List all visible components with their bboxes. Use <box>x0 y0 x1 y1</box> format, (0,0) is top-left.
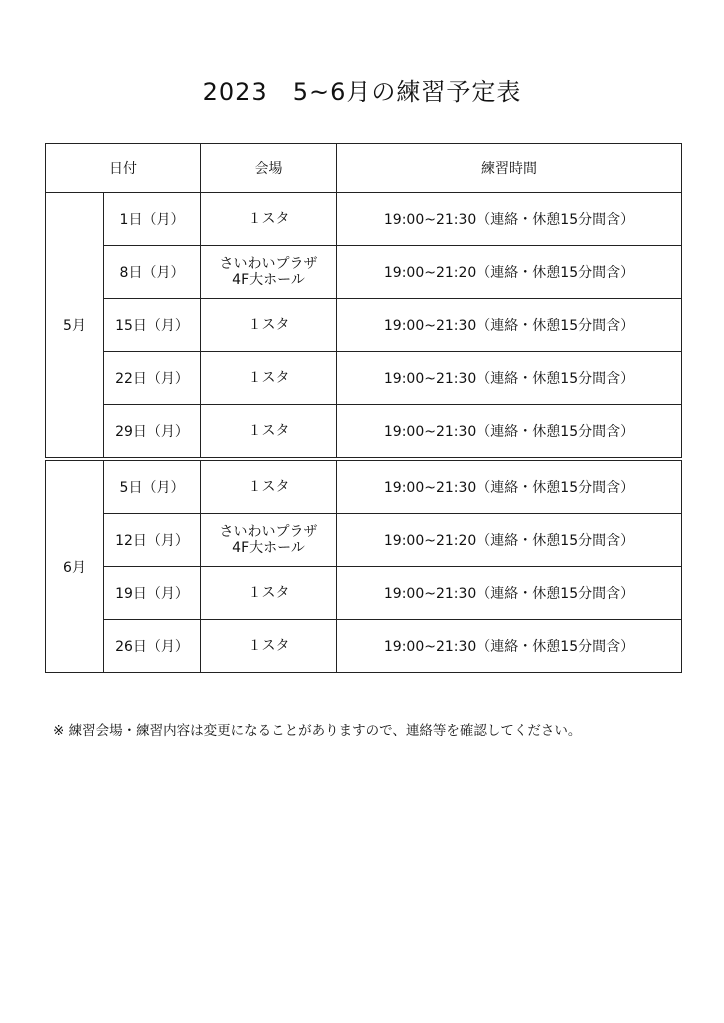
table-row <box>46 459 682 514</box>
venue-line: 4F大ホール <box>232 540 305 556</box>
schedule-table <box>45 143 682 673</box>
schedule-body <box>46 193 682 673</box>
venue-cell <box>201 620 337 673</box>
time-cell: 19:00~21:30（連絡・休憩15分間含） <box>337 352 682 405</box>
header-date: 日付 <box>46 144 201 193</box>
venue-cell <box>201 567 337 620</box>
venue-cell <box>201 405 337 460</box>
footnote: ※ 練習会場・練習内容は変更になることがありますので、連絡等を確認してください。 <box>53 723 582 739</box>
table-row <box>46 352 682 405</box>
venue-line: １スタ <box>247 638 290 654</box>
header-row <box>46 144 682 193</box>
table-row <box>46 567 682 620</box>
venue-line: 4F大ホール <box>232 272 305 288</box>
date-cell: 12日（月） <box>104 514 201 567</box>
date-cell: 1日（月） <box>104 193 201 246</box>
venue-line: １スタ <box>247 317 290 333</box>
date-cell: 22日（月） <box>104 352 201 405</box>
header-time: 練習時間 <box>337 144 682 193</box>
venue-line: さいわいプラザ <box>219 256 318 272</box>
header-venue: 会場 <box>201 144 337 193</box>
time-cell: 19:00~21:30（連絡・休憩15分間含） <box>337 459 682 514</box>
venue-line: １スタ <box>247 370 290 386</box>
date-cell: 26日（月） <box>104 620 201 673</box>
venue-cell <box>201 352 337 405</box>
date-cell: 8日（月） <box>104 246 201 299</box>
venue-cell <box>201 246 337 299</box>
month-label: 6月 <box>46 459 104 673</box>
date-cell: 15日（月） <box>104 299 201 352</box>
time-cell: 19:00~21:30（連絡・休憩15分間含） <box>337 405 682 460</box>
date-cell: 5日（月） <box>104 459 201 514</box>
time-cell: 19:00~21:20（連絡・休憩15分間含） <box>337 246 682 299</box>
table-row <box>46 246 682 299</box>
venue-line: １スタ <box>247 585 290 601</box>
time-cell: 19:00~21:20（連絡・休憩15分間含） <box>337 514 682 567</box>
venue-cell <box>201 459 337 514</box>
table-row <box>46 620 682 673</box>
table-row <box>46 405 682 460</box>
page-title: 2023 5~6月の練習予定表 <box>202 78 522 106</box>
venue-line: さいわいプラザ <box>219 524 318 540</box>
table-row <box>46 299 682 352</box>
time-cell: 19:00~21:30（連絡・休憩15分間含） <box>337 299 682 352</box>
venue-cell <box>201 299 337 352</box>
time-cell: 19:00~21:30（連絡・休憩15分間含） <box>337 620 682 673</box>
time-cell: 19:00~21:30（連絡・休憩15分間含） <box>337 567 682 620</box>
venue-cell <box>201 193 337 246</box>
table-row <box>46 193 682 246</box>
venue-line: １スタ <box>247 423 290 439</box>
month-label: 5月 <box>46 193 104 460</box>
table-row <box>46 514 682 567</box>
venue-line: １スタ <box>247 211 290 227</box>
date-cell: 29日（月） <box>104 405 201 460</box>
time-cell: 19:00~21:30（連絡・休憩15分間含） <box>337 193 682 246</box>
date-cell: 19日（月） <box>104 567 201 620</box>
venue-cell <box>201 514 337 567</box>
venue-line: １スタ <box>247 479 290 495</box>
